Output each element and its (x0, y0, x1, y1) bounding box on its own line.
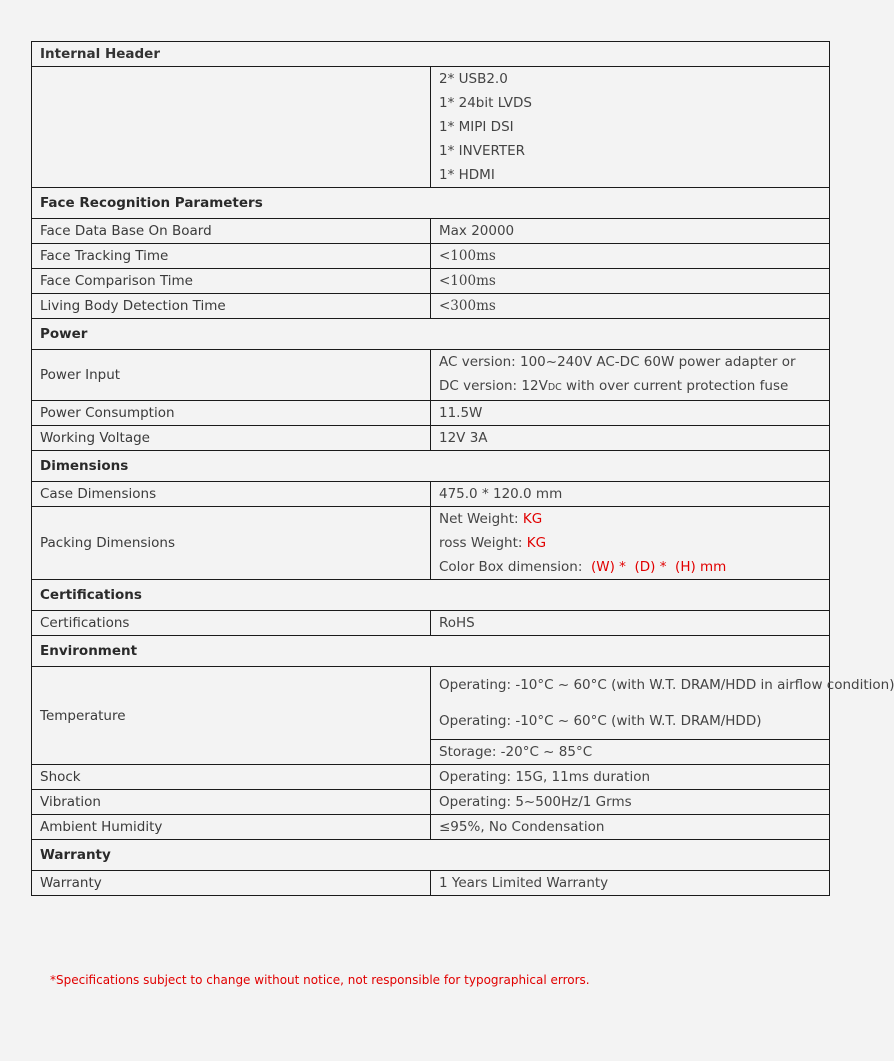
internal-header-empty-cell (32, 67, 431, 188)
internal-header-item: 2* USB2.0 (439, 71, 508, 87)
face-comparison-value: <100ms (431, 269, 830, 294)
packing-dimensions-value (431, 507, 830, 580)
power-voltage-label: Working Voltage (32, 426, 431, 451)
power-input-line1: AC version: 100~240V AC-DC 60W power adapter or (439, 354, 796, 370)
power-consumption-label: Power Consumption (32, 401, 431, 426)
certifications-section-row (32, 580, 830, 611)
power-input-line2 (439, 374, 829, 400)
face-living-label: Living Body Detection Time (32, 294, 431, 319)
certifications-label: Certifications (32, 611, 431, 636)
spec-table (31, 41, 894, 896)
face-section-title: Face Recognition Parameters (32, 188, 830, 219)
case-dimensions-value: 475.0 * 120.0 mm (431, 482, 830, 507)
humidity-label: Ambient Humidity (32, 815, 431, 840)
face-tracking-row (32, 244, 830, 269)
footnote: *Specifications subject to change without notice, not responsible for typographical errors. (50, 973, 590, 987)
internal-header-row (32, 42, 830, 67)
power-consumption-value: 11.5W (431, 401, 830, 426)
internal-header-title: Internal Header (32, 42, 830, 67)
vibration-value: Operating: 5~500Hz/1 Grms (431, 790, 830, 815)
gross-weight (439, 531, 829, 555)
net-weight-label: Net Weight: (439, 511, 523, 527)
packing-dimensions-row (32, 507, 830, 580)
environment-section-title: Environment (32, 636, 830, 667)
power-input-line2-a: DC version: 12V (439, 378, 548, 394)
warranty-section-row (32, 840, 830, 871)
color-box-dimension (439, 555, 829, 579)
temperature-row (32, 667, 830, 740)
case-dimensions-row (32, 482, 830, 507)
dimensions-section-title: Dimensions (32, 451, 830, 482)
vibration-label: Vibration (32, 790, 431, 815)
power-input-value (431, 350, 830, 401)
face-living-value: <300ms (431, 294, 830, 319)
power-voltage-value: 12V 3A (431, 426, 830, 451)
dimensions-section-row (32, 451, 830, 482)
power-input-line2-b: with over current protection fuse (561, 378, 789, 394)
vibration-row (32, 790, 830, 815)
face-tracking-value: <100ms (431, 244, 830, 269)
temperature-label: Temperature (32, 667, 431, 765)
gross-weight-value: KG (526, 535, 547, 551)
face-db-value: Max 20000 (431, 219, 830, 244)
internal-header-items (431, 67, 830, 188)
face-comparison-label: Face Comparison Time (32, 269, 431, 294)
power-input-row (32, 350, 830, 401)
face-tracking-label: Face Tracking Time (32, 244, 431, 269)
certifications-row (32, 611, 830, 636)
internal-header-item: 1* HDMI (439, 167, 495, 183)
power-input-label: Power Input (32, 350, 431, 401)
net-weight-value: KG (522, 511, 543, 527)
shock-label: Shock (32, 765, 431, 790)
case-dimensions-label: Case Dimensions (32, 482, 431, 507)
shock-value: Operating: 15G, 11ms duration (431, 765, 830, 790)
net-weight (439, 507, 829, 531)
power-input-line2-sub: DC (547, 382, 562, 393)
gross-weight-label: ross Weight: (439, 535, 527, 551)
environment-section-row (32, 636, 830, 667)
power-voltage-row (32, 426, 830, 451)
power-section-row (32, 319, 830, 350)
warranty-row (32, 871, 830, 896)
temperature-line2: Operating: -10°C ~ 60°C (with W.T. DRAM/HDD) (439, 713, 762, 729)
color-box-value: (W) * (D) * (H) mm (591, 559, 727, 575)
humidity-value: ≤95%, No Condensation (431, 815, 830, 840)
internal-header-item: 1* 24bit LVDS (439, 95, 532, 111)
power-consumption-row (32, 401, 830, 426)
warranty-section-title: Warranty (32, 840, 830, 871)
warranty-value: 1 Years Limited Warranty (431, 871, 830, 896)
face-db-row (32, 219, 830, 244)
internal-header-item: 1* INVERTER (439, 143, 526, 159)
color-box-label: Color Box dimension: (439, 559, 591, 575)
certifications-section-title: Certifications (32, 580, 830, 611)
warranty-label: Warranty (32, 871, 431, 896)
certifications-value: RoHS (431, 611, 830, 636)
internal-header-item: 1* MIPI DSI (439, 119, 514, 135)
shock-row (32, 765, 830, 790)
face-section-row (32, 188, 830, 219)
temperature-line1: Operating: -10°C ~ 60°C (with W.T. DRAM/HDD in airflow condition) (439, 677, 894, 693)
face-comparison-row (32, 269, 830, 294)
temperature-operating (431, 667, 894, 740)
humidity-row (32, 815, 830, 840)
packing-dimensions-label: Packing Dimensions (32, 507, 431, 580)
face-living-row (32, 294, 830, 319)
face-db-label: Face Data Base On Board (32, 219, 431, 244)
internal-header-items-row (32, 67, 830, 188)
power-section-title: Power (32, 319, 830, 350)
storage-value: Storage: -20°C ~ 85°C (431, 740, 830, 765)
